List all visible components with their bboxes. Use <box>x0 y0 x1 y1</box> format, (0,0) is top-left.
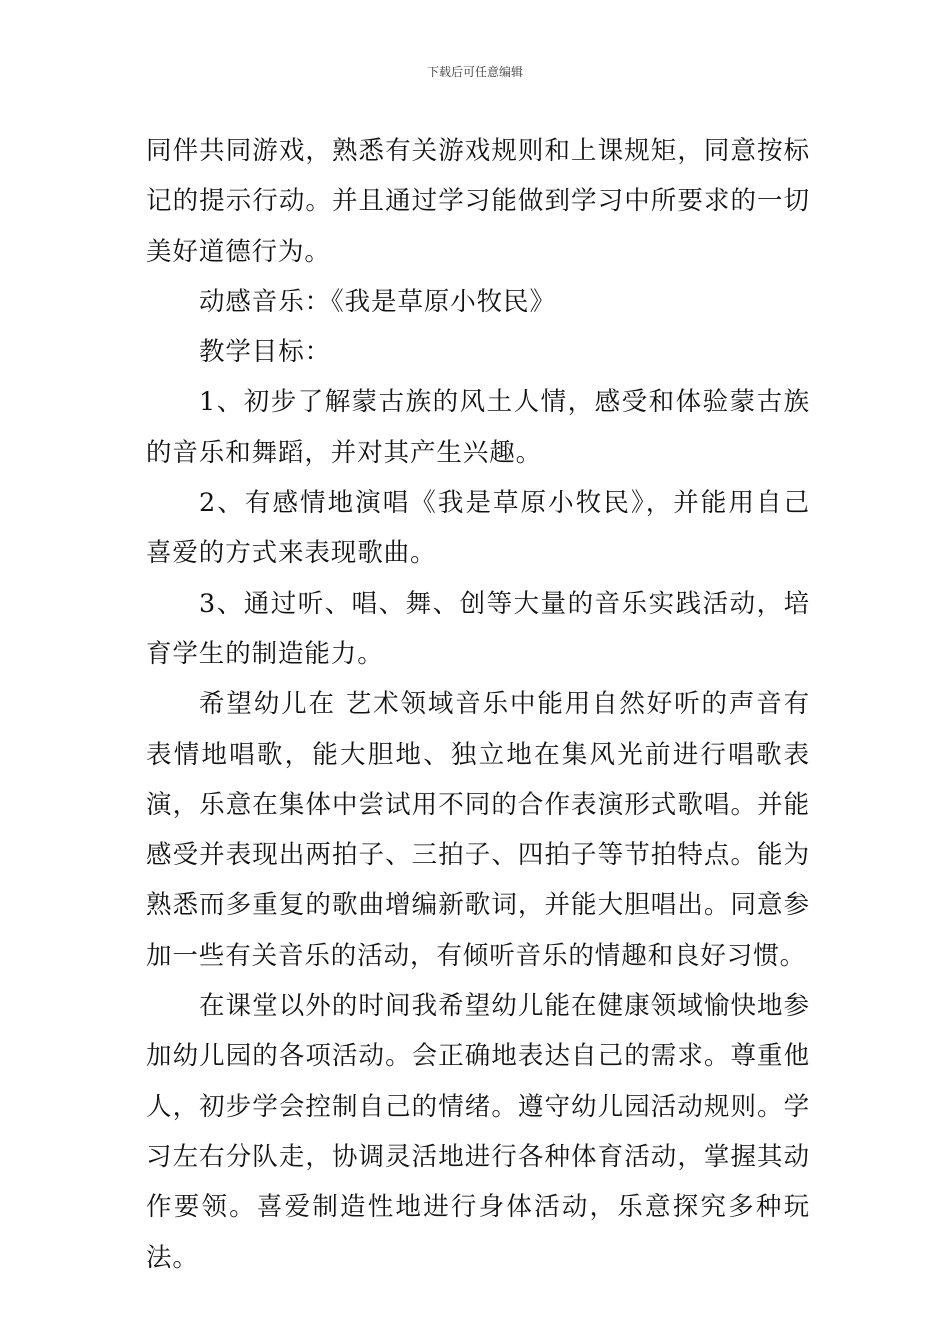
paragraph-music-title: 动感音乐：《我是草原小牧民》 <box>199 286 556 317</box>
paragraph-health: 在课堂以外的时间我希望幼儿能在健康领域愉快地参加幼儿园的各项活动。会正确地表达自己的需求。尊重他人，初步学会控制自己的情绪。遵守幼儿园活动规则。学习左右分队走，协调灵活地进行各种体育活动，掌握其动作要领。喜爱制造性地进行身体活动，乐意探究多种玩法。 <box>146 991 810 1273</box>
page-header: 下载后可任意编辑 <box>426 65 523 79</box>
paragraph-objective-3: 3、通过听、唱、舞、创等大量的音乐实践活动，培育学生的制造能力。 <box>146 588 810 669</box>
paragraph-objective-1: 1、初步了解蒙古族的风土人情，感受和体验蒙古族的音乐和舞蹈，并对其产生兴趣。 <box>146 387 810 468</box>
paragraph-objectives-heading: 教学目标： <box>199 337 332 368</box>
paragraph-art-music: 希望幼儿在 艺术领域音乐中能用自然好听的声音有表情地唱歌，能大胆地、独立地在集风光前进行唱歌表演，乐意在集体中尝试用不同的合作表演形式歌唱。并能感受并表现出两拍子、三拍子、四拍子等节拍特点。能为熟悉而多重复的歌曲增编新歌词，并能大胆唱出。同意参加一些有关音乐的活动，有倾听音乐的情趣和良好习惯。 <box>146 689 810 971</box>
paragraph-objective-2: 2、有感情地演唱《我是草原小牧民》，并能用自己喜爱的方式来表现歌曲。 <box>146 488 810 569</box>
paragraph-continued: 同伴共同游戏，熟悉有关游戏规则和上课规矩，同意按标记的提示行动。并且通过学习能做到学习中所要求的一切美好道德行为。 <box>146 136 810 267</box>
document-body <box>146 126 810 1283</box>
